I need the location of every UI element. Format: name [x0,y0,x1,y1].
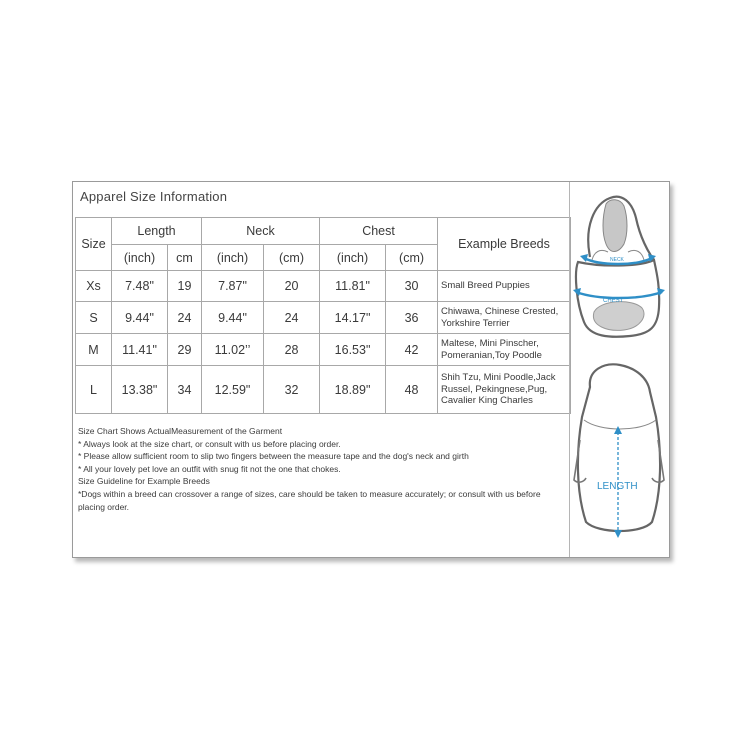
chest-inch-cell: 18.89" [320,366,386,414]
garment-diagram [570,182,669,557]
size-chart-panel [73,182,569,557]
neck-label: NECK [610,257,624,263]
hood-top-view [576,197,659,337]
neck-cm-cell: 20 [264,271,320,302]
length-label: LENGTH [597,481,638,492]
chest-inch-cell: 16.53" [320,334,386,366]
table-row [76,302,571,334]
length-inch-cell: 7.48" [112,271,168,302]
neck-inch-cell: 9.44" [202,302,264,334]
length-inch-cell: 13.38" [112,366,168,414]
length-cm-cell: 34 [168,366,202,414]
chest-cm-cell: 48 [386,366,438,414]
note-line: * All your lovely pet love an outfit with snug fit not the one that chokes. [78,463,341,474]
note-line: *Dogs within a breed can crossover a range of sizes, care should be taken to measure accurately; or consult with us before placing order. [78,488,541,512]
length-cm-cell: 29 [168,334,202,366]
chest-inch-cell: 14.17" [320,302,386,334]
neck-inch-cell: 12.59" [202,366,264,414]
size-notes [78,425,564,513]
note-line: Size Chart Shows ActualMeasurement of the Garment [78,426,283,436]
breeds-cell: Maltese, Mini Pinscher, Pomeranian,Toy Poodle [438,334,571,366]
length-cm-cell: 19 [168,271,202,302]
size-cell: Xs [76,271,112,302]
size-table [75,217,571,414]
breeds-cell: Shih Tzu, Mini Poodle,Jack Russel, Pekingnese,Pug, Cavalier King Charles [438,366,571,414]
table-row [76,366,571,414]
size-cell: M [76,334,112,366]
neck-cm-cell: 28 [264,334,320,366]
neck-inch-cell: 11.02’’ [202,334,264,366]
chest-cm-cell: 30 [386,271,438,302]
chart-title: Apparel Size Information [80,189,228,204]
unit-length-inch: (inch) [112,245,168,271]
length-inch-cell: 11.41" [112,334,168,366]
chest-cm-cell: 42 [386,334,438,366]
header-row [76,218,571,245]
table-row [76,271,571,302]
header-length: Length [112,218,202,245]
unit-neck-cm: (cm) [264,245,320,271]
length-inch-cell: 9.44" [112,302,168,334]
size-cell: S [76,302,112,334]
size-cell: L [76,366,112,414]
unit-length-cm: cm [168,245,202,271]
header-size: Size [76,218,112,271]
header-chest: Chest [320,218,438,245]
measurement-diagram [570,182,669,557]
neck-cm-cell: 24 [264,302,320,334]
note-line: Size Guideline for Example Breeds [78,476,210,487]
breeds-cell: Small Breed Puppies [438,271,571,302]
header-breeds: Example Breeds [438,218,571,271]
unit-neck-inch: (inch) [202,245,264,271]
unit-chest-inch: (inch) [320,245,386,271]
hood-side-view [574,364,664,531]
note-line: * Please allow sufficient room to slip two fingers between the measure tape and the dog's neck and girth [78,451,469,462]
header-neck: Neck [202,218,320,245]
chest-label: CHEST [603,298,624,304]
length-cm-cell: 24 [168,302,202,334]
chest-cm-cell: 36 [386,302,438,334]
neck-cm-cell: 32 [264,366,320,414]
unit-chest-cm: (cm) [386,245,438,271]
table-row [76,334,571,366]
chest-inch-cell: 11.81" [320,271,386,302]
breeds-cell: Chiwawa, Chinese Crested, Yorkshire Terrier [438,302,571,334]
neck-inch-cell: 7.87" [202,271,264,302]
note-line: * Always look at the size chart, or consult with us before placing order. [78,438,341,449]
size-chart-card [72,181,670,558]
